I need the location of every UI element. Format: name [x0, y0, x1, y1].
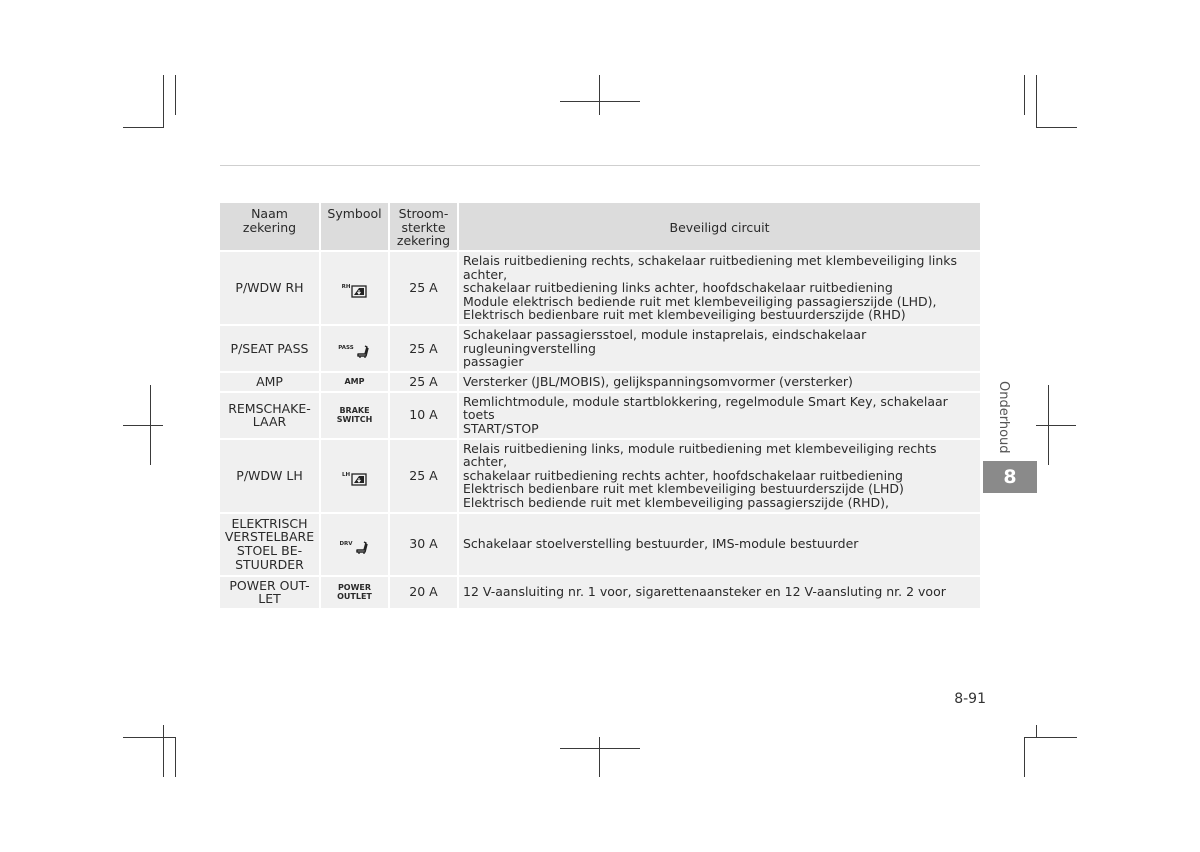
symbol-label: BRAKE SWITCH: [336, 406, 373, 425]
table-header-row: [220, 203, 980, 251]
symbol-tag: LH: [341, 472, 351, 479]
protected-circuit: [458, 576, 980, 609]
fuse-name: POWER OUT- LET: [220, 576, 320, 609]
circuit-line: Schakelaar stoelverstelling bestuurder, IMS-module bestuurder: [463, 536, 859, 552]
crop-mark: [560, 748, 640, 749]
seat-icon: [339, 541, 369, 555]
circuit-line: Schakelaar passagiersstoel, module instaprelais, eindschakelaar rugleuningverstelling: [463, 326, 867, 356]
fuse-name: P/WDW LH: [220, 439, 320, 513]
crop-mark: [123, 737, 176, 738]
circuit-line: Remlichtmodule, module startblokkering, regelmodule Smart Key, schakelaar toets: [463, 393, 948, 423]
crop-mark: [123, 425, 163, 426]
table-row: [220, 439, 980, 513]
crop-mark: [175, 75, 176, 115]
circuit-line: START/STOP: [463, 420, 539, 436]
circuit-line: Relais ruitbediening links, module ruitbediening met klembeveiliging rechts achter,: [463, 440, 937, 470]
fuse-rating: 20 A: [389, 576, 458, 609]
fuse-name: P/WDW RH: [220, 251, 320, 325]
fuse-symbol: [320, 392, 389, 439]
crop-mark: [1024, 75, 1025, 115]
table-row: [220, 372, 980, 392]
table-row: [220, 576, 980, 609]
protected-circuit: [458, 325, 980, 372]
header-rating: Stroom- sterkte zekering: [389, 203, 458, 251]
circuit-line: 12 V-aansluiting nr. 1 voor, sigarettenaansteker en 12 V-aansluting nr. 2 voor: [463, 584, 946, 600]
header-fuse-name: Naam zekering: [220, 203, 320, 251]
fuse-table: [220, 203, 980, 610]
header-rule: [220, 165, 980, 166]
fuse-symbol: [320, 372, 389, 392]
crop-mark: [599, 737, 600, 777]
circuit-line: Module elektrisch bediende ruit met klembeveiliging passagierszijde (LHD),: [463, 293, 937, 309]
fuse-rating: 10 A: [389, 392, 458, 439]
chapter-tab: 8: [983, 461, 1037, 493]
crop-mark: [1048, 385, 1049, 465]
circuit-line: Relais ruitbediening rechts, schakelaar ruitbediening met klembeveiliging links achter,: [463, 253, 958, 282]
crop-mark: [123, 127, 164, 128]
fuse-name: P/SEAT PASS: [220, 325, 320, 372]
circuit-line: passagier: [463, 354, 524, 370]
seat-icon: [338, 345, 370, 359]
circuit-line: Elektrisch bedienbare ruit met klembeveiliging bestuurderszijde (LHD): [463, 481, 904, 497]
fuse-name: AMP: [220, 372, 320, 392]
window-switch-icon: [342, 284, 368, 298]
protected-circuit: [458, 513, 980, 576]
crop-mark: [163, 725, 164, 777]
crop-mark: [1036, 725, 1037, 737]
crop-mark: [560, 101, 640, 102]
fuse-symbol: [320, 251, 389, 325]
header-symbol: Symbool: [320, 203, 389, 251]
circuit-line: schakelaar ruitbediening rechts achter, hoofdschakelaar ruitbediening: [463, 467, 903, 483]
crop-mark: [1036, 127, 1077, 128]
window-switch-icon: [342, 472, 367, 486]
symbol-label: AMP: [344, 377, 365, 387]
page-number: 8-91: [954, 691, 986, 707]
circuit-line: Elektrisch bedienbare ruit met klembeveiliging bestuurderszijde (RHD): [463, 307, 906, 323]
fuse-rating: 25 A: [389, 439, 458, 513]
fuse-name: ELEKTRISCH VERSTELBARE STOEL BE- STUURDER: [220, 513, 320, 576]
crop-mark: [1024, 737, 1025, 777]
crop-mark: [1036, 425, 1076, 426]
table-row: [220, 392, 980, 439]
fuse-symbol: [320, 513, 389, 576]
crop-mark: [1024, 737, 1077, 738]
crop-mark: [150, 385, 151, 465]
fuse-rating: 25 A: [389, 372, 458, 392]
fuse-rating: 25 A: [389, 251, 458, 325]
symbol-tag: PASS: [338, 344, 354, 351]
side-section-label: Onderhoud: [996, 381, 1011, 454]
header-protected-circuit: Beveiligd circuit: [458, 203, 980, 251]
protected-circuit: [458, 439, 980, 513]
crop-mark: [175, 737, 176, 777]
crop-mark: [1036, 75, 1037, 128]
symbol-tag: RH: [341, 284, 351, 291]
crop-mark: [163, 75, 164, 128]
fuse-symbol: [320, 325, 389, 372]
symbol-tag: DRV: [339, 540, 353, 547]
protected-circuit: [458, 251, 980, 325]
symbol-label: POWER OUTLET: [337, 583, 372, 602]
circuit-line: schakelaar ruitbediening links achter, hoofdschakelaar ruitbediening: [463, 280, 893, 296]
fuse-symbol: [320, 439, 389, 513]
fuse-rating: 25 A: [389, 325, 458, 372]
fuse-symbol: [320, 576, 389, 609]
protected-circuit: [458, 392, 980, 439]
crop-mark: [599, 75, 600, 115]
protected-circuit: [458, 372, 980, 392]
fuse-rating: 30 A: [389, 513, 458, 576]
fuse-name: REMSCHAKE- LAAR: [220, 392, 320, 439]
table-row: [220, 513, 980, 576]
table-row: [220, 325, 980, 372]
table-row: [220, 251, 980, 325]
circuit-line: Versterker (JBL/MOBIS), gelijkspanningsomvormer (versterker): [463, 373, 853, 389]
circuit-line: Elektrisch bediende ruit met klembeveiliging passagierszijde (RHD),: [463, 494, 890, 510]
